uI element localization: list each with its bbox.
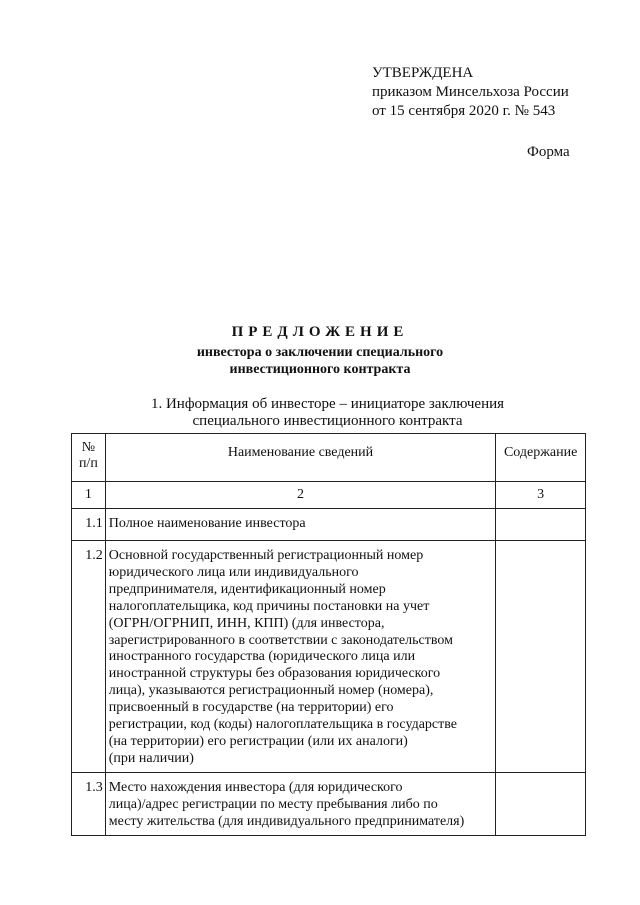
row-description-line: месту жительства (для индивидуального предпринимателя)	[108, 813, 465, 829]
row-description	[105, 509, 495, 541]
table-row	[72, 509, 586, 541]
row-description-line: зарегистрированного в соответствии с законодательством	[108, 632, 453, 648]
row-description-line: Полное наименование инвестора	[108, 516, 306, 531]
header-number-symbol: №	[81, 440, 96, 455]
row-description-line: иностранной структуры без образования юридического	[108, 666, 441, 682]
row-number: 1.3	[72, 772, 106, 835]
document-title: ПРЕДЛОЖЕНИЕ	[231, 324, 409, 340]
header-name: Наименование сведений	[105, 434, 495, 482]
header-number-abbr: п/п	[78, 456, 98, 471]
row-description	[105, 772, 495, 835]
approval-stamp	[372, 64, 569, 121]
form-label: Форма	[527, 144, 570, 160]
document-subtitle	[0, 344, 640, 378]
investor-info-table	[71, 433, 586, 836]
row-description-line: предпринимателя, идентификационный номер	[108, 581, 386, 597]
section-heading-line-2: специального инвестиционного контракта	[192, 413, 463, 429]
row-description-line: регистрации, код (коды) налогоплательщика в государстве	[108, 717, 457, 733]
row-number: 1.2	[72, 541, 106, 773]
header-number	[72, 434, 106, 482]
row-content-cell[interactable]	[496, 541, 586, 773]
table-row	[72, 772, 586, 835]
subtitle-line-2: инвестиционного контракта	[229, 362, 411, 377]
row-description-line: налогоплательщика, код причины постановки на учет	[108, 598, 430, 614]
row-description-line: лица), указываются регистрационный номер (номера),	[108, 683, 434, 699]
section-heading	[0, 396, 640, 430]
row-description-line: (при наличии)	[108, 750, 194, 766]
subtitle-line-1: инвестора о заключении специального	[196, 345, 444, 360]
row-description-line: иностранного государства (юридического лица или	[108, 649, 416, 665]
header-content: Содержание	[496, 434, 586, 482]
index-cell-1: 1	[72, 482, 106, 509]
index-cell-3: 3	[496, 482, 586, 509]
row-description-line: лица)/адрес регистрации по месту пребывания либо по	[108, 796, 438, 812]
row-content-cell[interactable]	[496, 772, 586, 835]
approval-heading: УТВЕРЖДЕНА	[372, 65, 474, 81]
index-cell-2: 2	[105, 482, 495, 509]
row-description-line: (на территории) его регистрации (или их аналоги)	[108, 733, 408, 749]
row-description-line: присвоенный в государстве (на территории) его	[108, 700, 394, 716]
row-description-line: (ОГРН/ОГРНИП, ИНН, КПП) (для инвестора,	[108, 615, 385, 631]
row-description-line: Основной государственный регистрационный номер	[108, 548, 424, 563]
table-header-row	[72, 434, 586, 482]
row-description-line: юридического лица или индивидуального	[108, 564, 359, 580]
approval-date: от 15 сентября 2020 г. № 543	[372, 103, 556, 119]
approval-order: приказом Минсельхоза России	[372, 84, 569, 100]
table-index-row	[72, 482, 586, 509]
section-heading-line-1: 1. Информация об инвесторе – инициаторе заключения	[150, 396, 505, 412]
row-number: 1.1	[72, 509, 106, 541]
table-row	[72, 541, 586, 773]
row-content-cell[interactable]	[496, 509, 586, 541]
row-description	[105, 541, 495, 773]
row-description-line: Место нахождения инвестора (для юридического	[108, 779, 403, 795]
